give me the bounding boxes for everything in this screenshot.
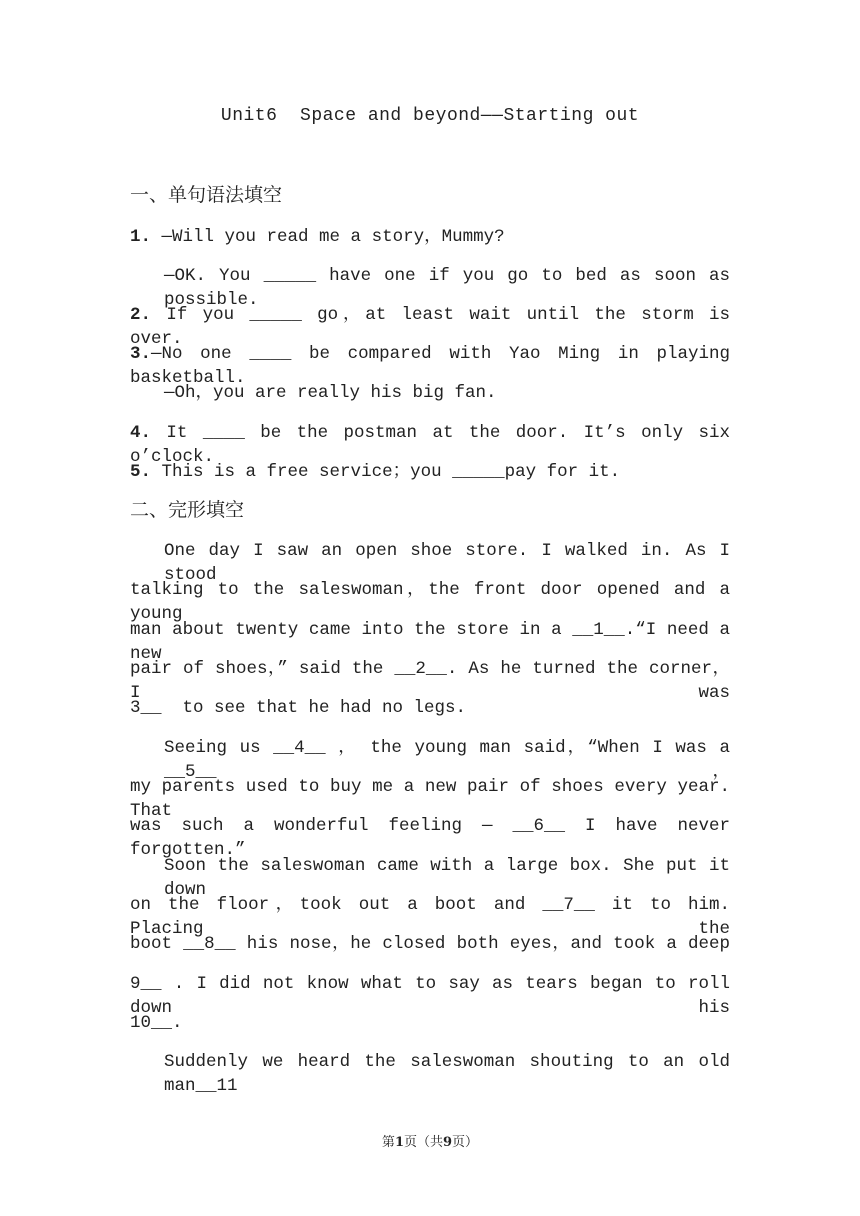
question-1-answer-line: —OK. You _____ have one if you go to bed as soon as possible. bbox=[164, 266, 730, 310]
question-text: If you _____ go，at least wait until the storm is over. bbox=[130, 305, 730, 349]
cloze-line: Seeing us __4__ ， the young man said，“When I was a __5__， bbox=[164, 738, 730, 782]
cloze-line: One day I saw an open shoe store. I walked in. As I stood bbox=[164, 541, 730, 585]
cloze-line: was such a wonderful feeling — __6__ I have never forgotten.” bbox=[130, 816, 730, 860]
question-number: 3. bbox=[130, 344, 152, 364]
cloze-line: 3__ to see that he had no legs. bbox=[130, 698, 467, 718]
question-number: 2. bbox=[130, 305, 152, 325]
footer-page-number: 1 bbox=[394, 1135, 404, 1150]
cloze-line: boot __8__ his nose，he closed both eyes，and took a deep bbox=[130, 934, 730, 954]
question-text: It ____ be the postman at the door. It’s only six o’clock. bbox=[130, 423, 730, 467]
cloze-line: my parents used to buy me a new pair of shoes every year. That bbox=[130, 777, 730, 821]
cloze-line: 10__. bbox=[130, 1013, 183, 1033]
question-number: 1. bbox=[130, 227, 152, 247]
cloze-line: on the floor，took out a boot and __7__ it to him. Placing the bbox=[130, 895, 730, 939]
cloze-line: pair of shoes，” said the __2__. As he turned the corner，I was bbox=[130, 659, 730, 703]
footer-middle: 页（共 bbox=[403, 1135, 443, 1150]
question-5 bbox=[130, 460, 730, 484]
question-3-answer-line: —Oh，you are really his big fan. bbox=[164, 383, 497, 403]
section-heading-grammar: 一、单句语法填空 bbox=[130, 184, 283, 206]
question-text: —Will you read me a story，Mummy? bbox=[161, 227, 505, 247]
footer-total-pages: 9 bbox=[443, 1135, 453, 1150]
footer-suffix: 页） bbox=[452, 1135, 479, 1150]
question-number: 5. bbox=[130, 462, 152, 482]
page-footer bbox=[0, 1131, 860, 1150]
question-text: —No one ____ be compared with Yao Ming in playing basketball. bbox=[130, 344, 730, 388]
section-heading-cloze: 二、完形填空 bbox=[130, 499, 245, 521]
cloze-line: man about twenty came into the store in a __1__.“I need a new bbox=[130, 620, 730, 664]
cloze-line: talking to the saleswoman，the front door opened and a young bbox=[130, 580, 730, 624]
question-number: 4. bbox=[130, 423, 152, 443]
cloze-line: Soon the saleswoman came with a large box. She put it down bbox=[164, 856, 730, 900]
question-text: This is a free service；you _____pay for it. bbox=[161, 462, 621, 482]
cloze-line: 9__ . I did not know what to say as tears began to roll down his bbox=[130, 974, 730, 1018]
question-1 bbox=[130, 225, 730, 249]
cloze-line: Suddenly we heard the saleswoman shouting to an old man__11 bbox=[164, 1052, 730, 1096]
page-title: Unit6 Space and beyond——Starting out bbox=[220, 106, 640, 126]
footer-prefix: 第 bbox=[381, 1135, 395, 1150]
